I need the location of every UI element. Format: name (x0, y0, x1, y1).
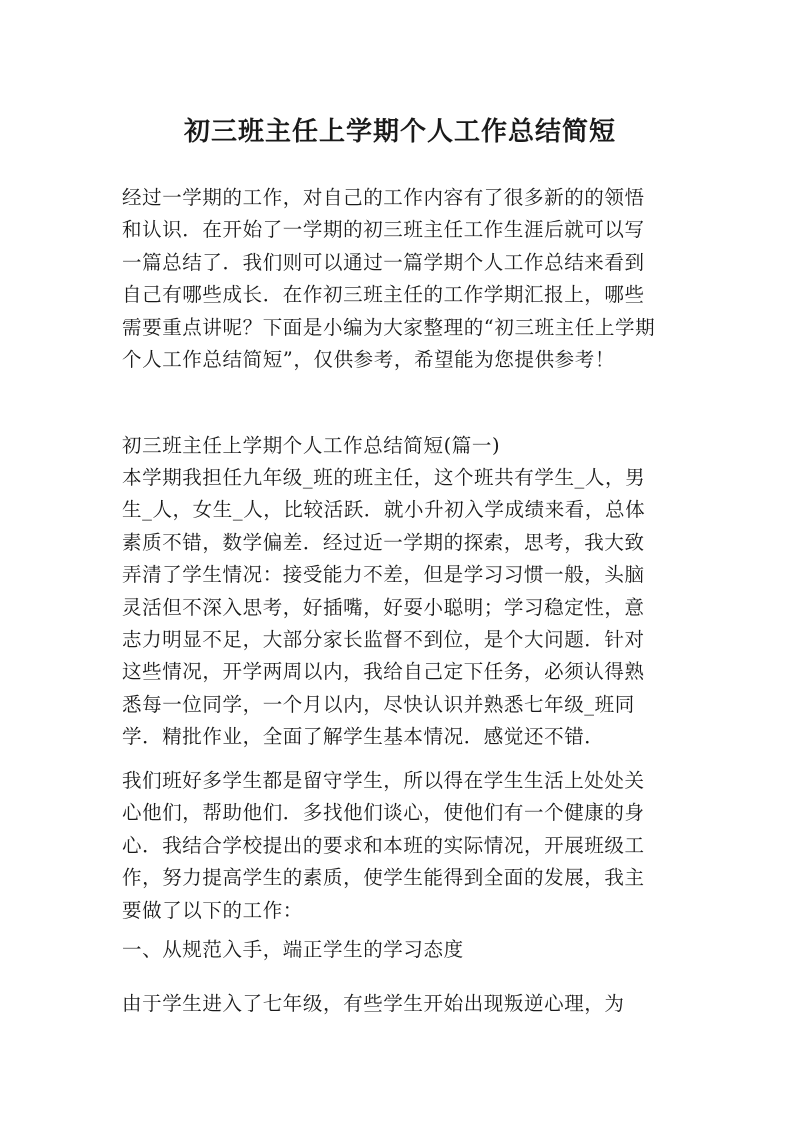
section-paragraph: 本学期我担任九年级_班的班主任，这个班共有学生_人，男生_人，女生_人，比较活跃．就小升初入学成绩来看，总体素质不错，数学偏差．经过近一学期的探索，思考，我大致弄清了学生情况：接受能力不差，但是学习习惯一般，头脑灵活但不深入思考，好插嘴，好耍小聪明；学习稳定性，意志力明显不足，大部分家长监督不到位，是个大问题．针对这些情况，开学两周以内，我给自己定下任务，必须认得熟悉每一位同学，一个月以内，尽快认识并熟悉七年级_班同学．精批作业，全面了解学生基本情况．感觉还不错． (122, 466, 646, 749)
document-title: 初三班主任上学期个人工作总结简短 (183, 117, 616, 147)
last-paragraph: 由于学生进入了七年级，有些学生开始出现叛逆心理，为 (122, 992, 625, 1015)
heading-one: 一、从规范入手，端正学生的学习态度 (122, 938, 464, 961)
intro-paragraph: 经过一学期的工作，对自己的工作内容有了很多新的的领悟和认识．在开始了一学期的初三班主任工作生涯后就可以写一篇总结了．我们则可以通过一篇学期个人工作总结来看到自己有哪些成长．在作初三班主任的工作学期汇报上，哪些需要重点讲呢？下面是小编为大家整理的“初三班主任上学期个人工作总结简短”，仅供参考，希望能为您提供参考！ (122, 186, 656, 372)
care-paragraph: 我们班好多学生都是留守学生，所以得在学生生活上处处关心他们，帮助他们．多找他们谈心，使他们有一个健康的身心．我结合学校提出的要求和本班的实际情况，开展班级工作，努力提高学生的素质，使学生能得到全面的发展，我主要做了以下的工作： (122, 769, 645, 922)
section-title: 初三班主任上学期个人工作总结简短(篇一) (122, 434, 501, 457)
